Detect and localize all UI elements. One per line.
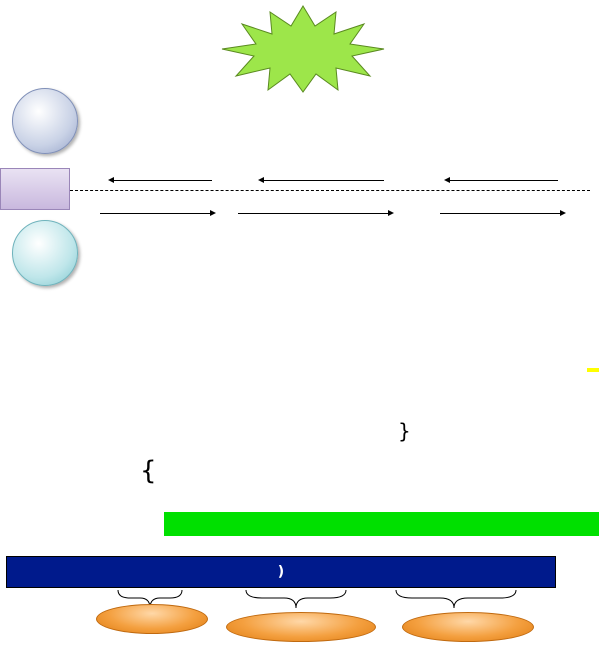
left-side-bubble (12, 88, 78, 154)
traffic-arrow-left-2 (262, 180, 384, 181)
street-label-box (0, 168, 70, 210)
right-side-bubble (12, 220, 78, 286)
traffic-arrow-right-2 (238, 213, 388, 214)
traffic-arrow-left-3 (448, 180, 558, 181)
brace-step2-3: } (398, 419, 411, 443)
oval-range (402, 612, 534, 642)
traffic-arrow-left-1 (112, 180, 212, 181)
arrowhead-left-1 (108, 177, 114, 183)
formula-paren-open: ( (277, 564, 285, 580)
offset-formula (6, 556, 556, 588)
road-center-line (70, 190, 590, 191)
traffic-arrow-right-3 (440, 213, 560, 214)
brace-step4-5: { (140, 456, 157, 486)
left-side-shops-row (86, 111, 593, 161)
title-starburst (218, 4, 388, 94)
arrowhead-right-3 (560, 210, 566, 216)
arrowhead-left-3 (444, 177, 450, 183)
description-heading (587, 368, 599, 372)
oval-location (96, 604, 208, 634)
offset-intro (164, 512, 599, 536)
arrowhead-right-2 (388, 210, 394, 216)
traffic-arrow-right-1 (100, 213, 210, 214)
right-side-shops-row (86, 232, 593, 282)
arrowhead-left-2 (258, 177, 264, 183)
arrowhead-right-1 (210, 210, 216, 216)
oval-start-point (226, 612, 376, 642)
